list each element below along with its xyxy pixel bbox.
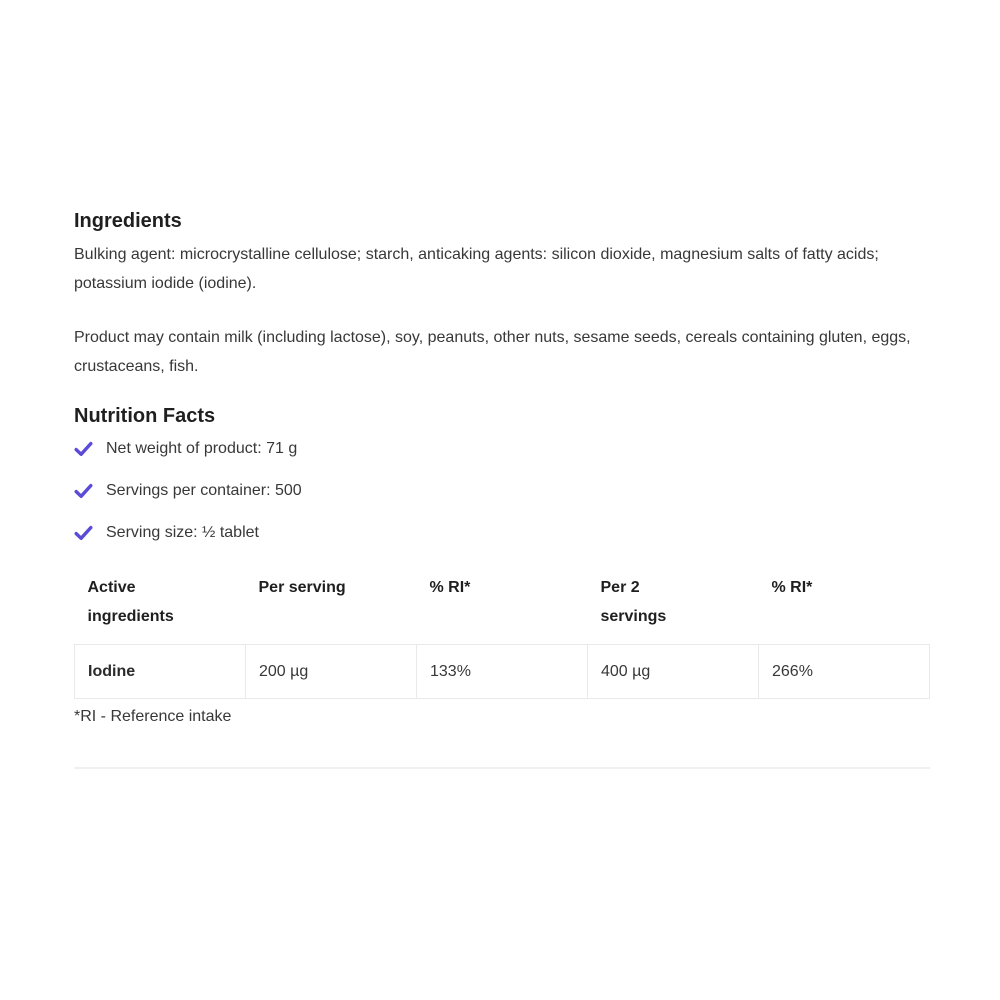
bullet-label-serving-size: Serving size: ½ tablet — [106, 524, 259, 541]
nutrition-facts-heading: Nutrition Facts — [74, 405, 216, 427]
cell-per-serving-amount: 200 µg — [246, 645, 417, 699]
nutrition-facts-bullet-list — [74, 434, 930, 547]
column-header-per-serving — [246, 573, 417, 645]
column-header-label: Per serving — [258, 579, 346, 596]
bullet-item-servings-per-container — [74, 476, 930, 505]
column-header-per-2-servings — [588, 573, 759, 645]
column-header-label: Per 2 servings — [600, 579, 667, 625]
check-icon — [74, 441, 93, 457]
cell-per-2-servings-amount: 400 µg — [588, 645, 759, 699]
check-icon — [74, 483, 93, 499]
bullet-item-serving-size — [74, 518, 930, 547]
column-header-label: % RI* — [429, 579, 471, 596]
cell-per-serving-ri: 133% — [417, 645, 588, 699]
ingredients-composition-paragraph: Bulking agent: microcrystalline cellulose; starch, anticaking agents: silicon dioxide, magnesium salts of fatty acids; potassium iodide (iodine). — [74, 246, 879, 292]
column-header-label: Active ingredients — [87, 579, 174, 625]
bullet-label-net-weight: Net weight of product: 71 g — [106, 440, 298, 457]
allergen-notice-paragraph: Product may contain milk (including lactose), soy, peanuts, other nuts, sesame seeds, cereals containing gluten, eggs, crustaceans, fish. — [74, 329, 911, 375]
cell-per-2-servings-ri: 266% — [759, 645, 930, 699]
reference-intake-footnote: *RI - Reference intake — [74, 708, 232, 725]
bullet-item-net-weight — [74, 434, 930, 463]
section-divider — [74, 767, 930, 769]
column-header-percent-ri-1 — [417, 573, 588, 645]
column-header-label: % RI* — [771, 579, 813, 596]
table-row-iodine — [75, 645, 930, 699]
ingredients-heading: Ingredients — [74, 210, 182, 232]
column-header-active-ingredients — [75, 573, 246, 645]
active-ingredients-table — [74, 573, 930, 699]
product-details-section — [74, 0, 930, 769]
cell-ingredient-name: Iodine — [75, 645, 246, 699]
check-icon — [74, 525, 93, 541]
bullet-label-servings-per-container: Servings per container: 500 — [106, 482, 302, 499]
column-header-percent-ri-2 — [759, 573, 930, 645]
table-header-row — [75, 573, 930, 645]
